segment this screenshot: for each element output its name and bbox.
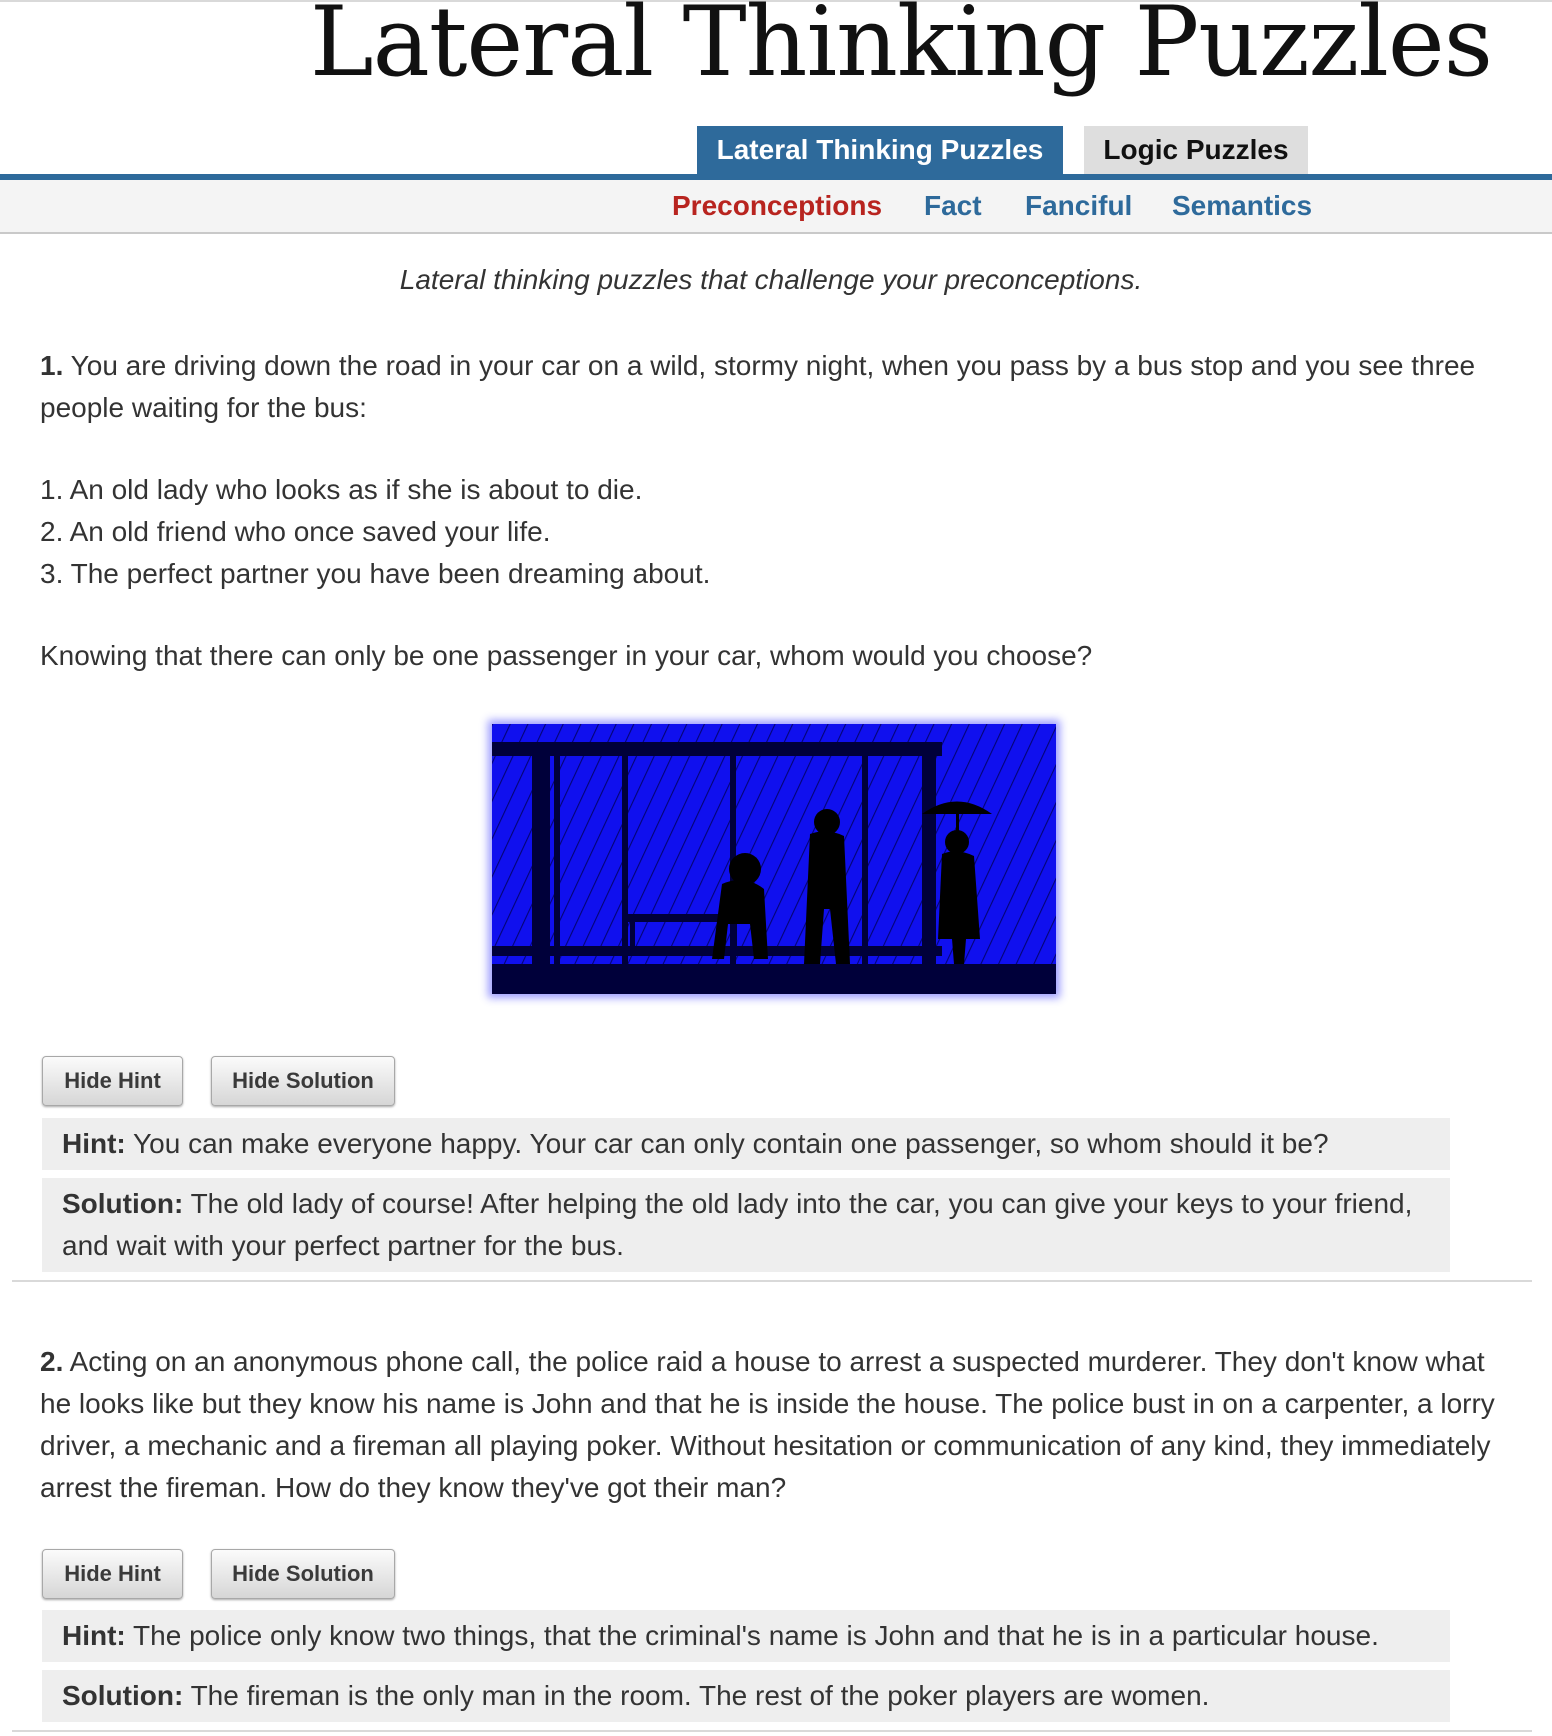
- puzzle-number: 2.: [40, 1346, 64, 1377]
- hide-hint-button[interactable]: Hide Hint: [42, 1549, 183, 1599]
- solution-text: The old lady of course! After helping the old lady into the car, you can give your keys to your friend, and wait with your perfect partner for the bus.: [62, 1188, 1413, 1261]
- question-text: Acting on an anonymous phone call, the police raid a house to arrest a suspected murderer. They don't know what he looks like but they know his name is John and that he is inside the house. The police bust in on a carpenter, a lorry driver, a mechanic and a fireman all playing poker. Without hesitation or communication of any kind, they immediately arrest the fireman. How do they know they've got their man?: [40, 1346, 1495, 1503]
- hide-hint-button[interactable]: Hide Hint: [42, 1056, 183, 1106]
- hint-text: The police only know two things, that the criminal's name is John and that he is in a particular house.: [133, 1620, 1379, 1651]
- puzzle-number: 1.: [40, 350, 64, 381]
- puzzle-1-followup: Knowing that there can only be one passenger in your car, whom would you choose?: [40, 640, 1093, 671]
- solution-box: [42, 1670, 1450, 1722]
- subnav-fact[interactable]: Fact: [924, 190, 982, 221]
- hint-text: You can make everyone happy. Your car can only contain one passenger, so whom should it be?: [133, 1128, 1329, 1159]
- hint-label: Hint:: [62, 1620, 126, 1651]
- subnav-preconceptions[interactable]: Preconceptions: [672, 190, 883, 221]
- hint-box: [42, 1610, 1450, 1662]
- intro-text: Lateral thinking puzzles that challenge your preconceptions.: [399, 264, 1143, 295]
- solution-label: Solution:: [62, 1188, 184, 1219]
- tab-logic-puzzles[interactable]: Logic Puzzles: [1084, 126, 1308, 174]
- puzzle-divider: [12, 1280, 1532, 1282]
- hide-solution-button[interactable]: Hide Solution: [211, 1549, 395, 1599]
- option-1: 1. An old lady who looks as if she is about to die.: [40, 474, 643, 505]
- subnav-fanciful[interactable]: Fanciful: [1025, 190, 1133, 221]
- option-2: 2. An old friend who once saved your life.: [40, 516, 551, 547]
- site-title: Lateral Thinking Puzzles: [309, 0, 1492, 98]
- option-3: 3. The perfect partner you have been dreaming about.: [40, 558, 711, 589]
- question-text: You are driving down the road in your car on a wild, stormy night, when you pass by a bus stop and you see three people waiting for the bus:: [40, 350, 1476, 423]
- puzzle-2-question: [40, 1341, 1520, 1509]
- tab-lateral-thinking-puzzles[interactable]: Lateral Thinking Puzzles: [697, 126, 1063, 174]
- bus-stop-illustration: [492, 724, 1056, 994]
- hide-solution-button[interactable]: Hide Solution: [211, 1056, 395, 1106]
- subnav-semantics[interactable]: Semantics: [1172, 190, 1313, 221]
- hint-box: [42, 1118, 1450, 1170]
- solution-label: Solution:: [62, 1680, 184, 1711]
- puzzle-1-question: [40, 345, 1520, 429]
- solution-box: [42, 1178, 1450, 1272]
- sub-nav: [0, 180, 1552, 234]
- puzzle-divider: [12, 1730, 1532, 1732]
- solution-text: The fireman is the only man in the room. The rest of the poker players are women.: [190, 1680, 1210, 1711]
- hint-label: Hint:: [62, 1128, 126, 1159]
